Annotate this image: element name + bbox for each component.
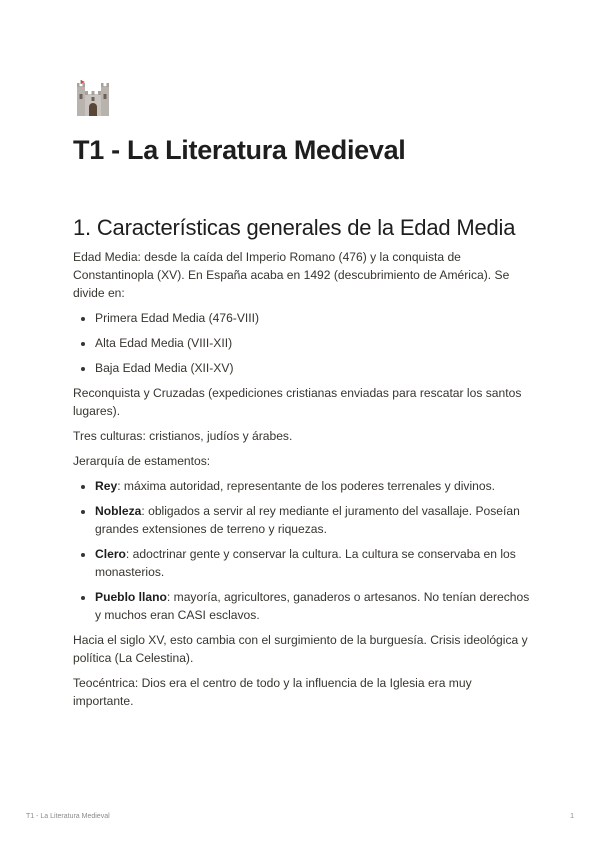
castle-icon (73, 80, 113, 120)
list-item: • Baja Edad Media (XII-XV) (95, 359, 533, 377)
page-number: 1 (570, 813, 574, 820)
estamento-term: Nobleza (95, 504, 142, 518)
document-page (73, 80, 533, 717)
page-footer (26, 813, 574, 820)
jerarquia-paragraph: Jerarquía de estamentos: (73, 454, 211, 468)
estamento-desc: : mayoría, agricultores, ganaderos o artesanos. No tenían derechos y muchos eran CASI esclavos. (95, 590, 530, 622)
list-item: • Alta Edad Media (VIII-XII) (95, 334, 533, 352)
list-item (95, 588, 533, 624)
reconquista-paragraph: Reconquista y Cruzadas (expediciones cristianas enviadas para rescatar los santos lugares). (73, 386, 522, 418)
estamento-term: Clero (95, 547, 126, 561)
estamento-desc: : adoctrinar gente y conservar la cultura. La cultura se conservaba en los monasterios. (95, 547, 516, 579)
estamentos-list (73, 477, 533, 624)
section-heading: 1. Características generales de la Edad Media (73, 215, 516, 240)
culturas-paragraph: Tres culturas: cristianos, judíos y árabes. (73, 429, 293, 443)
periods-list (73, 309, 533, 377)
teocentrica-paragraph: Teocéntrica: Dios era el centro de todo y la influencia de la Iglesia era muy importante. (73, 676, 472, 708)
intro-paragraph: Edad Media: desde la caída del Imperio Romano (476) y la conquista de Constantinopla (XV). En España acaba en 1492 (descubrimiento de América). Se divide en: (73, 250, 510, 300)
estamento-term: Pueblo llano (95, 590, 167, 604)
list-item: • Primera Edad Media (476-VIII) (95, 309, 533, 327)
footer-title: T1 - La Literatura Medieval (26, 813, 110, 820)
list-item (95, 545, 533, 581)
estamento-desc: : obligados a servir al rey mediante el juramento del vasallaje. Poseían grandes extensiones de terreno y riquezas. (95, 504, 520, 536)
page-title: T1 - La Literatura Medieval (73, 135, 406, 165)
burguesia-paragraph: Hacia el siglo XV, esto cambia con el surgimiento de la burguesía. Crisis ideológica y política (La Celestina). (73, 633, 528, 665)
estamento-desc: : máxima autoridad, representante de los poderes terrenales y divinos. (117, 479, 495, 493)
list-item (95, 502, 533, 538)
estamento-term: Rey (95, 479, 118, 493)
list-item (95, 477, 533, 495)
